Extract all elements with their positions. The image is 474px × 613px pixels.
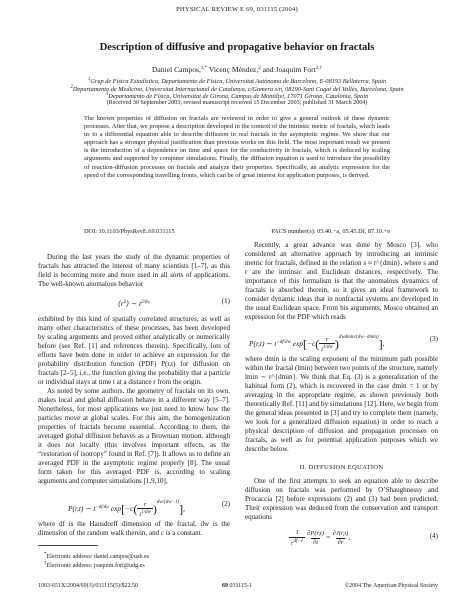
equation-3-number: (3) [429,335,438,343]
footer-page: 69 031115-1 [221,583,253,589]
left-column [38,253,230,538]
equation-3: P(r,t) ∼ $t^{-df/dw}$ $\exp[-c(\frac{r}{t^{1/dw}})^{dwdmin/(dw-dmin)}]$, (3) [249,335,438,353]
equation-1: $⟨r^2⟩$ ∼ $t^{2/dw}$ (1) [117,297,230,308]
paper-title: Description of diffusive and propagative behavior on fractals [99,42,375,53]
affiliation-1: $^1$Grup de Física Estadística, Departamento de Física, Universitat Autònoma de Barcelona, E-08193 Bellaterra, Spain [87,77,387,85]
intro-paragraph-4: where df is the Hausdorff dimension of the fractal, dw is the dimension of the random walk therein, and c is a constant. [38,520,230,537]
affiliation-2: $^2$Departamento de Medicina, Universitat Internacional de Catalunya, c/Gomera s/n, 08190-Sant Cugat del Vallès, Barcelona, Spain [70,84,404,93]
mosco-paragraph: Recently, a great advance was done by Mosco [3], who considered an alternative approach by introducing an intrinsic metric for fractals, defined in the relation s ≈ r^{dmin}, where s and r are the intrinsic and Euclidean distances, respectively. The importance of this formalism is that the anomalous dynamics of fractals is absorbed therein, so it gives an ideal framework to consider dynamic ideas that in nonfractal systems are developed in the usual Euclidean space. From his arguments, Mosco obtained an expression for the PDF which reads [245,241,438,321]
running-head: PHYSICAL REVIEW E 69, 031115 (2004) [176,6,298,13]
equation-4: 1 $r^{df-1}$ ∂P(r,t) ∂t = ∂J(r,t) ∂r, (4) [291,529,438,547]
affiliation-3: $^3$Departamento de Física, Universitat de Girona, Campus de Montilivi, 17071 Girona, Catalonia, Spain [105,92,369,100]
equation-2: P(r,t) ∼ $t^{-df/dw}$ $\exp[-c(\frac{r}{t^{1/dw}})^{dw/(dw-1)}]$, (2) [68,500,230,518]
equation-2-number: (2) [221,500,230,508]
abstract: The known properties of diffusion on fractals are reviewed in order to give a general outlook of these dynamic processes. After that, we propose a description developed in the context of the intrinsic metric of fractals, which leads us to a differential equation able to describe diffusion in real fractals in the asymptotic regime. We show that our approach has a stronger physical justification than previous works on this field. The most important result we present is the introduction of a dependence on time and space for the conductivity in fractals, which is deduced by scaling arguments and supported by computer simulations. Finally, the diffusion equation is used to introduce the possibility of reaction-diffusion processes on fractals and analyze their properties. Specifically, an analytic expression for the speed of the corresponding travelling fronts, which can be of great interest for application purposes, is derived. [84,115,390,179]
author-2-affil: 2 [258,66,261,71]
author-1: Daniel Campos, [151,65,201,74]
doi-link[interactable]: DOI: 10.1103/PhysRevE.69.031115 [84,228,175,235]
footer-issn: 1063-651X/2004/69(3)/031115(5)/$22.50 [38,583,139,589]
footnote-rule [38,545,98,546]
publication-dates: (Received 30 September 2003; revised manuscript received 15 December 2003; published 31 March 2004) [106,100,368,106]
intro-paragraph-1: During the last years the study of the dynamic properties of fractals has attracted the interest of many scientists [1–7], as this field is becoming more and more used in all sorts of applications. The well-known anomalous behavior [38,253,230,288]
footnote-1: *Electronic address: daniel.campos@uab.es [44,552,149,560]
footnote-2: †Electronic address: joaquim.fort@udg.es [44,561,145,569]
author-1-affil: 1,* [200,66,208,71]
section-heading: II. DIFFUSION EQUATION [299,464,384,471]
pacs-numbers: PACS number(s): 05.40.−a, 05.45.Df, 87.10.+e [271,228,390,235]
dmin-paragraph: where dmin is the scaling exponent of the minimum path possible within the fractal (lmin) between two points of the structure, namely lmin ∼ r^{dmin}. We think that Eq. (3) is a generalization of the habitual form (2), which is recovered in the case dmin = 1 or by averaging in the appropriate regime, as shown previously both theoretically Ref. [11] and by simulations [12]. Here, we begin from the general ideas presented in [3] and try to complete them (namely, we look for a generalized diffusion equation) in order to reach a physical description of diffusion and propagation processes on fractals, as well as for potential application purposes which we describe below. [245,355,438,453]
intro-paragraph-2: exhibited by this kind of spatially correlated structures, as well as many other characteristics of these processes, has been developed by scaling arguments and proved either analytically or numerically before (see Ref. [1] and references therein). Specifically, lots of efforts have been done in order to achieve an expression for the probability distribution function (PDF) P(r,t) for diffusion on fractals [2–5], i.e., the function giving the probability that a particle or individual stays at time t at a distance r from the origin. [38,315,230,386]
author-3-affil: 3,† [315,66,323,71]
intro-paragraph-3: As noted by some authors, the geometry of fractals on its own, makes local and global diffusion behave in a different way [5–7]. Nonetheless, for most applications we just need to know how the particles move at global scales. For this aim, the homogenization properties of fractals become essential. According to them, the averaged global diffusion behaves as a Brownian motion, although it does not locally (this involves important effects, as the “restoration of isotropy” found in Ref. [7]). It allows us to define an averaged PDF in the asymptotic regime properly [8]. The usual form taken for this averaged PDF is, according to scaling arguments and computer simulations [1,9,10], [38,387,230,485]
author-2: Vicenç Méndez, [208,65,259,74]
author-list [0,65,474,74]
equation-1-number: (1) [221,297,230,305]
right-column [245,241,438,548]
diffusion-equation-paragraph: One of the first attempts to seek an equation able to describe diffusion on fractals was performed by O’Shaughnessy and Procaccia [2] before expressions (2) and (3) had been predicted. Their expression was deduced from the conservation and transport equations [245,477,438,521]
author-3: and Joaquim Fort [262,65,316,74]
equation-4-number: (4) [429,532,438,540]
footer-copyright: ©2004 The American Physical Society [344,583,438,589]
